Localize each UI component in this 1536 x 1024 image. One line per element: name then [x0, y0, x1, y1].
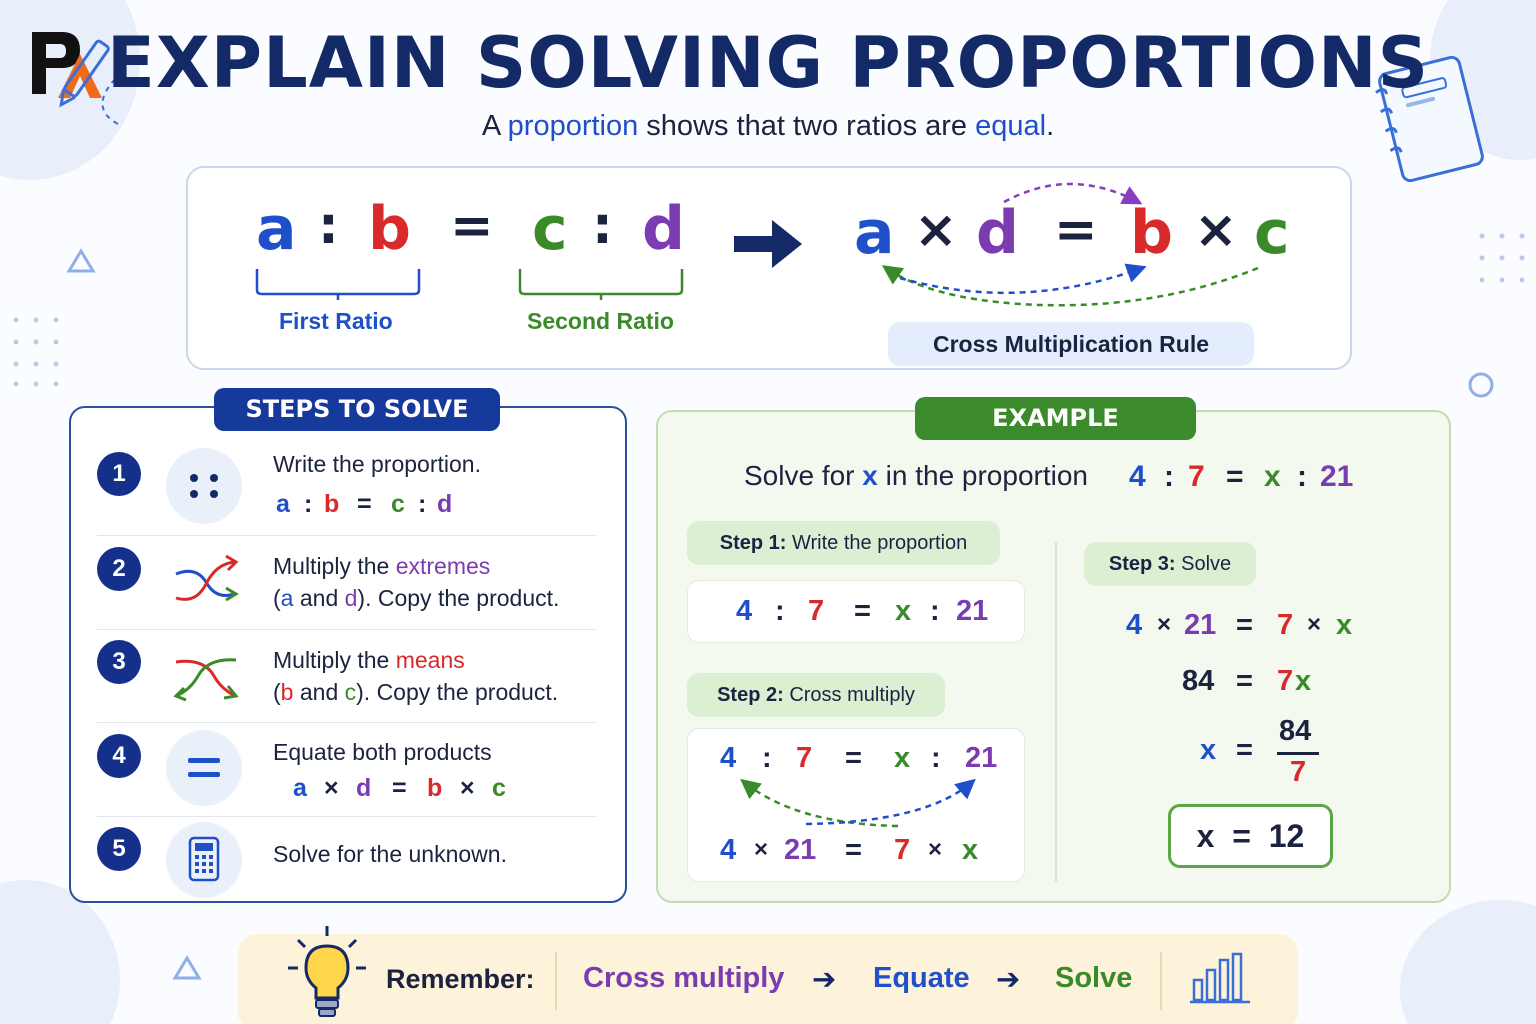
remember-divider	[555, 952, 557, 1010]
equals-symbol: =	[1054, 200, 1098, 260]
remember-label: Remember:	[386, 964, 535, 994]
remember-step-solve: Solve	[1055, 962, 1133, 994]
cross-var-d: d	[976, 198, 1019, 268]
var-a: a	[256, 194, 297, 264]
dot-grid-decor	[1476, 230, 1536, 306]
example-cross-arrows	[736, 774, 984, 836]
var-c: c	[532, 194, 568, 264]
term-equal: equal	[975, 110, 1047, 142]
example-step-2-label: Step 2: Cross multiply	[687, 673, 945, 717]
circle-decor-icon	[1466, 370, 1496, 400]
triangle-decor-icon	[172, 955, 202, 981]
cross-arrows-icon	[166, 544, 242, 620]
remember-step-cross-multiply: Cross multiply	[583, 962, 785, 994]
step-divider	[97, 535, 597, 536]
answer-box: x = 12	[1168, 804, 1333, 868]
first-ratio-bracket	[254, 266, 422, 302]
page-subtitle: A proportion shows that two ratios are equal.	[481, 110, 1055, 142]
step-number-3: 3	[97, 640, 141, 684]
first-ratio-label: First Ratio	[279, 308, 393, 334]
step-number-2: 2	[97, 547, 141, 591]
cross-multiply-arrows	[870, 172, 1270, 312]
step-divider	[97, 629, 597, 630]
triangle-decor-icon	[66, 248, 96, 274]
term-means: means	[395, 647, 465, 673]
cross-multiplication-rule-label: Cross Multiplication Rule	[888, 322, 1254, 366]
dot-grid-decor	[10, 314, 70, 390]
step-2-text: Multiply the extremes (a and d). Copy the product.	[273, 553, 560, 611]
cross-var-a: a	[854, 198, 895, 268]
remember-step-equate: Equate	[873, 962, 970, 994]
step-number-5: 5	[97, 827, 141, 871]
example-question: Solve for x in the proportion	[744, 460, 1088, 491]
step-divider	[97, 722, 597, 723]
step-divider	[97, 816, 597, 817]
lightbulb-icon	[284, 922, 370, 1022]
example-step-1-label: Step 1: Write the proportion	[687, 521, 1000, 565]
step-3-text: Multiply the means (b and c). Copy the product.	[273, 647, 559, 705]
colon-symbol: :	[318, 196, 339, 256]
step-number-1: 1	[97, 452, 141, 496]
term-proportion: proportion	[507, 110, 639, 142]
term-extremes: extremes	[395, 553, 491, 579]
fraction-bar	[1277, 752, 1319, 755]
colon-symbol: :	[592, 196, 613, 256]
example-heading: EXAMPLE	[915, 397, 1196, 440]
calculator-icon	[166, 822, 242, 898]
cross-var-b: b	[1130, 198, 1173, 268]
var-d: d	[642, 194, 685, 264]
times-symbol: ×	[1194, 200, 1238, 260]
remember-divider	[1160, 952, 1162, 1010]
step-1-text: Write the proportion.	[273, 451, 481, 477]
step-5-text: Solve for the unknown.	[273, 841, 507, 867]
cross-var-c: c	[1254, 198, 1290, 268]
var-b: b	[368, 194, 411, 264]
equals-symbol: =	[450, 196, 494, 256]
step-4-text: Equate both products	[273, 739, 492, 765]
steps-heading: STEPS TO SOLVE	[214, 388, 500, 431]
second-ratio-bracket	[517, 266, 685, 302]
arrow-icon: ➔	[996, 964, 1021, 996]
example-column-divider	[1055, 542, 1057, 882]
times-symbol: ×	[914, 200, 958, 260]
colon-icon	[166, 448, 242, 524]
bg-blob-bottom-right	[1400, 900, 1536, 1024]
arrow-icon: ➔	[812, 964, 837, 996]
right-arrow-icon	[732, 216, 804, 272]
bar-chart-icon	[1188, 950, 1254, 1004]
example-step-3-label: Step 3: Solve	[1084, 542, 1256, 586]
cross-arrows-icon	[166, 638, 242, 714]
step-number-4: 4	[97, 734, 141, 778]
equals-icon	[166, 730, 242, 806]
second-ratio-label: Second Ratio	[527, 308, 674, 334]
page-title: EXPLAIN SOLVING PROPORTIONS	[107, 22, 1429, 104]
